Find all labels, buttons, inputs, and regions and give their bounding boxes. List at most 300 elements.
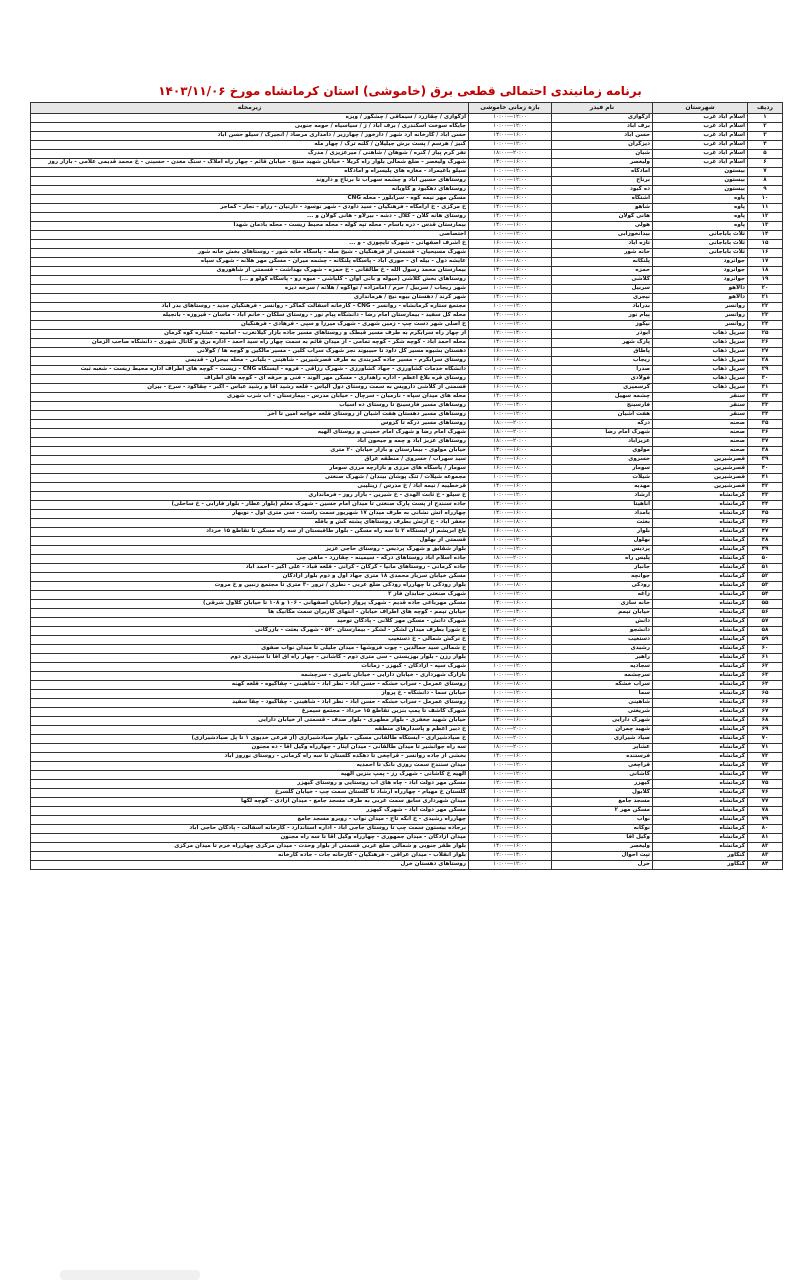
area-cell: خ اشرف اصفهانی - شهرک تایچوزی - و ...	[31, 240, 469, 249]
county-cell: قصرشیرین	[653, 483, 748, 492]
time-window-cell: ۱۴:۰۰---۱۶:۰۰	[469, 267, 552, 276]
area-cell: باغ ابریشم از ایستگاه ۲ تا سه راه مسکن - بلوار طاقبستان از سه راه مسکن تا تقاطع ۱۵ خرداد	[31, 528, 469, 537]
row-number: ۲۱	[748, 294, 783, 303]
time-window-cell: ۱۸:۰۰---۲۰:۰۰	[469, 438, 552, 447]
county-cell: کرمانشاه	[653, 573, 748, 582]
row-number: ۷۹	[748, 816, 783, 825]
feeder-cell: خانه سازی	[552, 600, 653, 609]
row-number: ۱۴	[748, 231, 783, 240]
table-row	[31, 654, 783, 663]
time-window-cell: ۱۲:۰۰---۱۴:۰۰	[469, 780, 552, 789]
feeder-cell: شیان	[552, 150, 653, 159]
feeder-cell: شریعتی	[552, 708, 653, 717]
time-window-cell: ۱۸:۰۰---۲۰:۰۰	[469, 555, 552, 564]
feeder-cell: عزیزآباد	[552, 438, 653, 447]
county-cell: کرمانشاه	[653, 555, 748, 564]
time-window-cell: ۱۰:۰۰---۱۲:۰۰	[469, 672, 552, 681]
feeder-cell: آمادگاه	[552, 168, 653, 177]
feeder-cell: ولیعصر	[552, 159, 653, 168]
area-cell: خ سیلو - خ ثابت الهدی - خ شیرین - بازار روز - فرمانداری	[31, 492, 469, 501]
col-header-row-number: ردیف	[748, 103, 783, 114]
feeder-cell: هولی	[552, 222, 653, 231]
table-row	[31, 114, 783, 123]
county-cell: کرمانشاه	[653, 744, 748, 753]
table-row	[31, 177, 783, 186]
time-window-cell: ۱۴:۰۰---۱۶:۰۰	[469, 825, 552, 834]
time-window-cell: ۱۴:۰۰---۱۶:۰۰	[469, 312, 552, 321]
row-number: ۵۹	[748, 636, 783, 645]
table-row	[31, 366, 783, 375]
area-cell: محله کل سفید - بیمارستان امام رضا - دانشگاه پیام نور - روستای سلکان - خانم آباد - ماسان - قیروزه - بانجیله	[31, 312, 469, 321]
table-row	[31, 699, 783, 708]
feeder-cell: سجادیه	[552, 663, 653, 672]
county-cell: کرمانشاه	[653, 789, 748, 798]
row-number: ۳۴	[748, 411, 783, 420]
time-window-cell: ۱۰:۰۰---۱۲:۰۰	[469, 771, 552, 780]
table-row	[31, 672, 783, 681]
area-cell: جعفر آباد - خ ارتش بطرف روستاهای پشته کش و بافله	[31, 519, 469, 528]
time-window-cell: ۱۴:۰۰---۱۶:۰۰	[469, 159, 552, 168]
area-cell: شهر کرند / دهستان بیوه نیج / هرمانداری	[31, 294, 469, 303]
time-window-cell: ۱۴:۰۰---۱۶:۰۰	[469, 843, 552, 852]
time-window-cell: ۱۰:۰۰---۱۲:۰۰	[469, 492, 552, 501]
time-window-cell: ۱۴:۰۰---۱۶:۰۰	[469, 204, 552, 213]
table-row	[31, 735, 783, 744]
table-row	[31, 645, 783, 654]
row-number: ۶۸	[748, 717, 783, 726]
time-window-cell: ۱۴:۰۰---۱۶:۰۰	[469, 564, 552, 573]
table-row	[31, 276, 783, 285]
feeder-cell: صدرا	[552, 366, 653, 375]
row-number: ۲۰	[748, 285, 783, 294]
feeder-cell: ده کبود	[552, 186, 653, 195]
area-cell: بلوار رزن - بلوار بهزیستی - سی متری دوم - کاشانی - چهار راه آق آقا تا سیندری دوم	[31, 654, 469, 663]
time-window-cell: ۱۰:۰۰---۱۲:۰۰	[469, 141, 552, 150]
county-cell: جوانرود	[653, 267, 748, 276]
county-cell: سرپل ذهاب	[653, 330, 748, 339]
feeder-cell: ازگوازی	[552, 114, 653, 123]
feeder-cell: دانش	[552, 618, 653, 627]
table-row	[31, 717, 783, 726]
area-cell: خ اصلی شهر دست چپ - زمین شهری - شهرک میرزا و سپی - فرهادی - فرهنگیان	[31, 321, 469, 330]
row-number: ۸۳	[748, 852, 783, 861]
county-cell: بیستون	[653, 186, 748, 195]
feeder-cell: پاطاق	[552, 348, 653, 357]
area-cell: بخشی از جاده روانسر - قراچغی تا دهکده گلستان تا سه راه کرمانی - روستای نوروز آباد	[31, 753, 469, 762]
table-row	[31, 204, 783, 213]
time-window-cell: ۱۰:۰۰---۱۲:۰۰	[469, 591, 552, 600]
feeder-cell: نواب	[552, 816, 653, 825]
row-number: ۶۹	[748, 726, 783, 735]
area-cell: روستای سرابگرم - مسیر جاده کمربندی به طرف قصرشیرین - شاهینی - بلیانی - محله بیحران - قدیمی	[31, 357, 469, 366]
feeder-cell: سما	[552, 690, 653, 699]
county-cell: اسلام آباد غرب	[653, 150, 748, 159]
county-cell: کرمانشاه	[653, 591, 748, 600]
table-row	[31, 411, 783, 420]
area-cell: شهرک صنعتی جنابدان فاز ۲	[31, 591, 469, 600]
table-row	[31, 591, 783, 600]
county-cell: کرمانشاه	[653, 681, 748, 690]
table-row	[31, 726, 783, 735]
table-row	[31, 330, 783, 339]
feeder-cell: تپت احوال	[552, 852, 653, 861]
area-cell: الهیه خ کاشانی - شهرک رز - پمپ بنزین الهیه	[31, 771, 469, 780]
feeder-cell: آشتگاه	[552, 195, 653, 204]
county-cell: قصرشیرین	[653, 456, 748, 465]
row-number: ۵۱	[748, 564, 783, 573]
county-cell: پاوه	[653, 222, 748, 231]
row-number: ۳۵	[748, 420, 783, 429]
row-number: ۵۲	[748, 573, 783, 582]
table-row	[31, 168, 783, 177]
time-window-cell: ۱۴:۰۰---۱۶:۰۰	[469, 447, 552, 456]
row-number: ۶۷	[748, 708, 783, 717]
feeder-cell: شهید چمران	[552, 726, 653, 735]
area-cell: چهارراه رشیدی - خ انکه تاج - میدان نواب - روبرو مسجد جامع	[31, 816, 469, 825]
feeder-cell: کاشانی	[552, 771, 653, 780]
county-cell: کرمانشاه	[653, 753, 748, 762]
area-cell: شهرک امام رضا و شهرک امام خمینی و روستای الهیه	[31, 429, 469, 438]
time-window-cell: ۱۴:۰۰---۱۶:۰۰	[469, 195, 552, 204]
county-cell: بیستون	[653, 168, 748, 177]
time-window-cell: ۱۲:۰۰---۱۴:۰۰	[469, 609, 552, 618]
county-cell: کرمانشاه	[653, 492, 748, 501]
time-window-cell: ۱۴:۰۰---۱۶:۰۰	[469, 222, 552, 231]
county-cell: ثلاث باباجانی	[653, 231, 748, 240]
area-cell: شهرک مسیحیان - قسمتی از فرهنگیان - شیخ صله - پاسگاه خانه شور - روستاهای بخش خانه شور	[31, 249, 469, 258]
row-number: ۳۲	[748, 393, 783, 402]
table-row	[31, 294, 783, 303]
time-window-cell: ۱۴:۰۰---۱۶:۰۰	[469, 393, 552, 402]
area-cell: خیابان سما - دانشگاه - خ پرواز	[31, 690, 469, 699]
row-number: ۷۱	[748, 744, 783, 753]
table-row	[31, 537, 783, 546]
feeder-cell: هانی گولان	[552, 213, 653, 222]
county-cell: قصرشیرین	[653, 474, 748, 483]
feeder-cell: ولیعصر	[552, 843, 653, 852]
row-number: ۴۰	[748, 465, 783, 474]
table-row	[31, 267, 783, 276]
row-number: ۴	[748, 141, 783, 150]
row-number: ۷۰	[748, 735, 783, 744]
county-cell: ثلاث باباجانی	[653, 240, 748, 249]
area-cell: جایگاه سوخت اسکندری / برف آباد / ژ / سیاسیاه / حومه جنوبی	[31, 123, 469, 132]
county-cell: کرمانشاه	[653, 663, 748, 672]
feeder-cell: مهدیه	[552, 483, 653, 492]
row-number: ۷۷	[748, 798, 783, 807]
time-window-cell: ۱۴:۰۰---۱۶:۰۰	[469, 339, 552, 348]
row-number: ۸	[748, 177, 783, 186]
table-row	[31, 690, 783, 699]
county-cell: کرمانشاه	[653, 600, 748, 609]
county-cell: دالاهو	[653, 285, 748, 294]
row-number: ۲۹	[748, 366, 783, 375]
feeder-cell: بیدانخوزابی	[552, 231, 653, 240]
area-cell: سید سهراب / خسروی / منطقه عراق	[31, 456, 469, 465]
feeder-cell: سومار	[552, 465, 653, 474]
table-row	[31, 222, 783, 231]
bottom-scroll-hint	[60, 1270, 200, 1280]
time-window-cell: ۱۰:۰۰---۱۲:۰۰	[469, 807, 552, 816]
county-cell: اسلام آباد غرب	[653, 114, 748, 123]
area-cell: تفر کرم پیاز / کنره / شوهان / شاهنی / میرعزیزی / مدرک	[31, 150, 469, 159]
area-cell: قسمتی از کلاشی داروپس به سمت روستای دول الیاس - قلعه رشید آقا و رشید عباس - اکبر - چقاکود - سرخ - بیران	[31, 384, 469, 393]
table-row	[31, 861, 783, 870]
county-cell: سنقر	[653, 393, 748, 402]
time-window-cell: ۱۰:۰۰---۱۲:۰۰	[469, 231, 552, 240]
county-cell: کرمانشاه	[653, 636, 748, 645]
county-cell: سرپل ذهاب	[653, 357, 748, 366]
area-cell: محله احمد آباد - کوچه شکر - کوچه تمامی - از میدان قائم به سمت چهار راه سید احمد - اداره برق و کانال شهری - دانشگاه صاحب الزمان	[31, 339, 469, 348]
row-number: ۳۹	[748, 456, 783, 465]
table-row	[31, 816, 783, 825]
area-cell: مجموعه شیلات / تنگ پوشان بیندان / شهرک صنعتی	[31, 474, 469, 483]
area-cell: روستاهای مسیر دهستان هفت اشیان از روستای قلعه خواجه امین تا آخر	[31, 411, 469, 420]
table-row	[31, 519, 783, 528]
county-cell: کرمانشاه	[653, 528, 748, 537]
table-row	[31, 357, 783, 366]
feeder-cell: رودکی	[552, 582, 653, 591]
feeder-cell: بعثت	[552, 519, 653, 528]
time-window-cell: ۱۰:۰۰---۱۲:۰۰	[469, 321, 552, 330]
county-cell: کرمانشاه	[653, 546, 748, 555]
row-number: ۳۳	[748, 402, 783, 411]
area-cell: مسکن مهر نیمه کوه - سرابلور - محله CNG	[31, 195, 469, 204]
area-cell: مسکن مهرباغی جاده قدیم - شهرک پرواز (خیابان اصفهانی - ۱۰۶ و ۱۰۸ تا خیابان کلاول شرقی)	[31, 600, 469, 609]
feeder-cell: حمزه	[552, 267, 653, 276]
county-cell: کرمانشاه	[653, 816, 748, 825]
county-cell: اسلام آباد غرب	[653, 159, 748, 168]
table-row	[31, 771, 783, 780]
area-cell: دانشگاه خدمات کشاورزی - جهاد کشاورزی - شهرک رزاقی - فروه - ایستگاه CNG - زیست - کوچه های اطراف اداره محیط زیست - شعبه ثبت	[31, 366, 469, 375]
area-cell: روستای عمرمل - سراب خشکه - حسن آباد - نظر آباد - شاهینی - چقاگیوه - قلعه کهنه	[31, 681, 469, 690]
area-cell: بلوار انقلاب - میدان عراقی - فرهنگیان - کارخانه جات - جاده کارخانه	[31, 852, 469, 861]
time-window-cell: ۱۸:۰۰---۲۰:۰۰	[469, 429, 552, 438]
area-cell: بیمارستان محمد رسول الله - خ طالقانی - خ حمزه - شهرک بهداشت - قسمتی از شاهوروی	[31, 267, 469, 276]
table-row	[31, 798, 783, 807]
table-row	[31, 150, 783, 159]
time-window-cell: ۱۰:۰۰---۱۲:۰۰	[469, 537, 552, 546]
area-cell: روستای قره بلاغ اعظم - اداره راهداری - مسکن مهر الوند - فنی و حرفه ای - کوچه های اطراف	[31, 375, 469, 384]
row-number: ۳۷	[748, 438, 783, 447]
area-cell: گلستان خ مهیام - چهارراه ارشاد تا گلستان سمت چپ - خیابان گلسرخ	[31, 789, 469, 798]
area-cell: قسمتی از بهلول	[31, 537, 469, 546]
time-window-cell: ۱۶:۰۰---۱۸:۰۰	[469, 798, 552, 807]
time-window-cell: ۱۰:۰۰---۱۲:۰۰	[469, 114, 552, 123]
county-cell: روانسر	[653, 303, 748, 312]
row-number: ۷۲	[748, 753, 783, 762]
row-number: ۷۳	[748, 762, 783, 771]
table-row	[31, 123, 783, 132]
feeder-cell: خرل	[552, 861, 653, 870]
area-cell: خیابان تیمم - کوچه های اطراف خیابان - انتهای کاربران سمت مکانیک ها	[31, 609, 469, 618]
feeder-cell: وکیل آقا	[552, 834, 653, 843]
area-cell: خ صیادشیرازی - ایستگاه طالقانی مسکن - بلوار صیادشیرازی (از فرعی خدیوی ۱ تا پل صیادشیرازی)	[31, 735, 469, 744]
time-window-cell: ۱۰:۰۰---۱۲:۰۰	[469, 474, 552, 483]
row-number: ۴۶	[748, 519, 783, 528]
county-cell: کرمانشاه	[653, 798, 748, 807]
feeder-cell: نیکوز	[552, 321, 653, 330]
time-window-cell: ۱۶:۰۰---۱۸:۰۰	[469, 681, 552, 690]
county-cell: کرمانشاه	[653, 618, 748, 627]
county-cell: سرپل ذهاب	[653, 339, 748, 348]
feeder-cell: فولادی	[552, 375, 653, 384]
page-title: برنامه زمانبندی احتمالی قطعی برق (خاموشی) استان کرمانشاه مورخ ۱۴۰۳/۱۱/۰۶	[158, 84, 642, 98]
time-window-cell: ۱۴:۰۰---۱۶:۰۰	[469, 132, 552, 141]
row-number: ۴۴	[748, 501, 783, 510]
row-number: ۵۳	[748, 582, 783, 591]
row-number: ۵۵	[748, 600, 783, 609]
county-cell: کرمانشاه	[653, 672, 748, 681]
time-window-cell: ۱۸:۰۰---۲۰:۰۰	[469, 150, 552, 159]
table-row	[31, 744, 783, 753]
time-window-cell: ۱۲:۰۰---۱۴:۰۰	[469, 330, 552, 339]
county-cell: سنقر	[653, 402, 748, 411]
feeder-cell: دیزگران	[552, 141, 653, 150]
row-number: ۱۸	[748, 267, 783, 276]
county-cell: بیستون	[653, 177, 748, 186]
row-number: ۷۶	[748, 789, 783, 798]
time-window-cell: ۱۰:۰۰---۱۲:۰۰	[469, 861, 552, 870]
county-cell: کرمانشاه	[653, 537, 748, 546]
row-number: ۴۱	[748, 474, 783, 483]
county-cell: کرمانشاه	[653, 807, 748, 816]
time-window-cell: ۱۰:۰۰---۱۲:۰۰	[469, 546, 552, 555]
county-cell: کرمانشاه	[653, 510, 748, 519]
row-number: ۵۰	[748, 555, 783, 564]
area-cell: روستای عمرمل - سراب خشکه - حسن آباد - نظر آباد - شاهینی - چقاکبود - چقا سفید	[31, 699, 469, 708]
col-header-time-window: بازه زمانی خاموشی	[469, 103, 552, 114]
time-window-cell: ۱۴:۰۰---۱۶:۰۰	[469, 510, 552, 519]
row-number: ۶۳	[748, 672, 783, 681]
county-cell: جوانرود	[653, 276, 748, 285]
col-header-area: زیرمحله	[31, 103, 469, 114]
feeder-cell: شاهینی	[552, 699, 653, 708]
area-cell: خ شمالی سید جمالدین - چوب فروشها - میدان جلیلی تا میدان نواب صفوی	[31, 645, 469, 654]
row-number: ۵۶	[748, 609, 783, 618]
time-window-cell: ۱۶:۰۰---۱۸:۰۰	[469, 258, 552, 267]
area-cell: شهرک ولیعصر - ضلع شمالی بلوار راه کربلا - خیابان شهید منتج - خیابان قائم - چهار راه املاک - سنگ معدن - حسینی - خ محمد قدیمی علامی - بازار روز	[31, 159, 469, 168]
area-cell: میدان شهرداری سابق سمت غربی به طرف مسجد جامع - میدان آزادی - کوچه لکها	[31, 798, 469, 807]
table-row	[31, 807, 783, 816]
table-row	[31, 600, 783, 609]
feeder-cell: رشیدی	[552, 645, 653, 654]
feeder-cell: شهرک دارایی	[552, 717, 653, 726]
time-window-cell: ۱۴:۰۰---۱۶:۰۰	[469, 708, 552, 717]
county-cell: جوانرود	[653, 258, 748, 267]
time-window-cell: ۱۸:۰۰---۲۰:۰۰	[469, 744, 552, 753]
table-row	[31, 303, 783, 312]
table-row	[31, 546, 783, 555]
feeder-cell: شیلات	[552, 474, 653, 483]
county-cell: سرپل ذهاب	[653, 366, 748, 375]
time-window-cell: ۱۶:۰۰---۱۸:۰۰	[469, 240, 552, 249]
row-number: ۵۸	[748, 627, 783, 636]
table-row	[31, 438, 783, 447]
area-cell: سه راه جوانشیر تا میدان طالقانی - میدان ایثار - چهارراه وکیل آقا - ده مجنون	[31, 744, 469, 753]
feeder-cell: خانه شور	[552, 249, 653, 258]
table-row	[31, 528, 783, 537]
time-window-cell: ۱۲:۰۰---۱۴:۰۰	[469, 375, 552, 384]
feeder-cell: ریجاب	[552, 357, 653, 366]
county-cell: دالاهو	[653, 294, 748, 303]
table-row	[31, 420, 783, 429]
table-row	[31, 492, 783, 501]
area-cell: میدان آزادگان - میدان جمهوری - چهارراه وکیل آقا تا سه راه مجنون	[31, 834, 469, 843]
area-cell: جاده اسلام آباد روستاهای درکه - سیمینه - چقازرد - ماهی چی	[31, 555, 469, 564]
feeder-cell: درکه	[552, 420, 653, 429]
table-header-row	[31, 103, 783, 114]
area-cell: مسکن خیابان سرباز محمدی ۱۸ متری جهاد اول و دوم بلوار آزادگان	[31, 573, 469, 582]
county-cell: کنگاور	[653, 852, 748, 861]
table-row	[31, 231, 783, 240]
table-row	[31, 555, 783, 564]
table-row	[31, 843, 783, 852]
area-cell: خ شورا بطرف میدان لشکر - لشکر - بیمارستان ۵۲۰ - شهرک بعثت - بازرگانی	[31, 627, 469, 636]
area-cell: خیابان شهید جعفری - بلوار مطهری - بلوار صدف - قسمتی از خیابان دارایی	[31, 717, 469, 726]
feeder-cell: نوکانه	[552, 825, 653, 834]
time-window-cell: ۱۴:۰۰---۱۶:۰۰	[469, 816, 552, 825]
time-window-cell: ۱۶:۰۰---۱۸:۰۰	[469, 249, 552, 258]
row-number: ۶	[748, 159, 783, 168]
feeder-cell: پردیس	[552, 546, 653, 555]
row-number: ۱۱	[748, 204, 783, 213]
feeder-cell: جوانچه	[552, 573, 653, 582]
feeder-cell: صیاد شیرازی	[552, 735, 653, 744]
feeder-cell: برناج	[552, 177, 653, 186]
feeder-cell: پیام نور	[552, 312, 653, 321]
row-number: ۲۳	[748, 312, 783, 321]
feeder-cell: راهبر	[552, 654, 653, 663]
area-cell: جاده سنندج از پست پارک صنعتی تا میدان امام حسین - شهرک معلم (بلوار عطار - بلوار فارابی - خ ساحلی)	[31, 501, 469, 510]
county-cell: کرمانشاه	[653, 717, 748, 726]
county-cell: سنقر	[653, 411, 748, 420]
row-number: ۱۷	[748, 258, 783, 267]
time-window-cell: ۱۶:۰۰---۱۸:۰۰	[469, 654, 552, 663]
row-number: ۱۵	[748, 240, 783, 249]
row-number: ۷۵	[748, 780, 783, 789]
table-row	[31, 627, 783, 636]
county-cell: اسلام آباد غرب	[653, 123, 748, 132]
time-window-cell: ۱۸:۰۰---۲۰:۰۰	[469, 420, 552, 429]
county-cell: کرمانشاه	[653, 582, 748, 591]
feeder-cell: خسروی	[552, 456, 653, 465]
county-cell: اسلام آباد غرب	[653, 132, 748, 141]
table-row	[31, 483, 783, 492]
row-number: ۸۱	[748, 834, 783, 843]
county-cell: کرمانشاه	[653, 708, 748, 717]
county-cell: کرمانشاه	[653, 564, 748, 573]
time-window-cell: ۱۴:۰۰---۱۶:۰۰	[469, 600, 552, 609]
row-number: ۲۲	[748, 303, 783, 312]
table-row	[31, 780, 783, 789]
table-row	[31, 708, 783, 717]
feeder-cell: بلوار	[552, 528, 653, 537]
area-cell: ازگوازی / چقازرد / سیماقی / چشگور / ویزه	[31, 114, 469, 123]
row-number: ۸۰	[748, 825, 783, 834]
col-header-county: شهرستان	[653, 103, 748, 114]
table-row	[31, 402, 783, 411]
table-row	[31, 618, 783, 627]
table-row	[31, 510, 783, 519]
feeder-cell: کیهزر	[552, 780, 653, 789]
table-row	[31, 474, 783, 483]
area-cell: چهارراه آتش نشانی به طرف میدان ۱۷ شهریور سمت راست - سی متری اول - نوبهار	[31, 510, 469, 519]
feeder-cell: ابوذر	[552, 330, 653, 339]
area-cell: روستاهای عزیز اباد و چمه و جیحون اباد	[31, 438, 469, 447]
table-row	[31, 186, 783, 195]
row-number: ۳۱	[748, 384, 783, 393]
